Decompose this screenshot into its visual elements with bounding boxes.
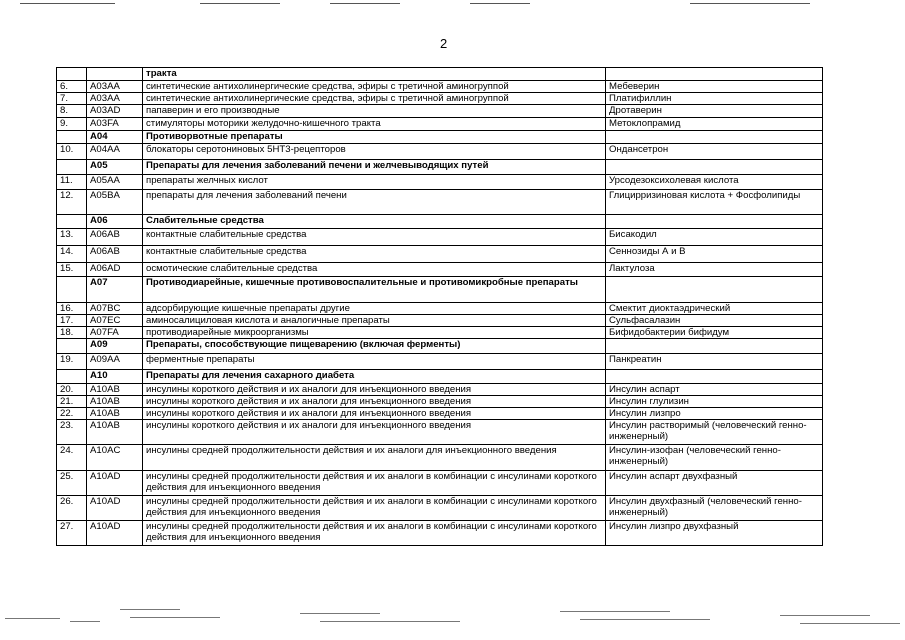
- atc-code: A10AD: [87, 496, 143, 521]
- scan-artifact-bottom: [0, 603, 905, 640]
- pharmacological-group: Противорвотные препараты: [143, 131, 606, 144]
- row-number: 11.: [57, 175, 87, 190]
- pharmacological-group: адсорбирующие кишечные препараты другие: [143, 303, 606, 315]
- drug-list-table: [56, 67, 823, 546]
- row-number: [57, 160, 87, 175]
- atc-code: A10AC: [87, 445, 143, 471]
- drug-name: Инсулин глулизин: [606, 396, 823, 408]
- drug-name: Бисакодил: [606, 229, 823, 246]
- table-row: [57, 396, 823, 408]
- pharmacological-group: осмотические слабительные средства: [143, 263, 606, 277]
- atc-code: A03AD: [87, 105, 143, 118]
- drug-name: [606, 277, 823, 303]
- atc-code: A09: [87, 339, 143, 354]
- pharmacological-group: инсулины средней продолжительности действия и их аналоги в комбинации с инсулинами короткого действия для инъекционного введения: [143, 471, 606, 496]
- pharmacological-group: препараты желчных кислот: [143, 175, 606, 190]
- row-number: 26.: [57, 496, 87, 521]
- pharmacological-group: аминосалициловая кислота и аналогичные препараты: [143, 315, 606, 327]
- group-header-row: [57, 131, 823, 144]
- table-row: [57, 445, 823, 471]
- atc-code: A10AB: [87, 396, 143, 408]
- drug-name: Лактулоза: [606, 263, 823, 277]
- atc-code: A03FA: [87, 118, 143, 131]
- table-row: [57, 471, 823, 496]
- pharmacological-group: Противодиарейные, кишечные противовоспалительные и противомикробные препараты: [143, 277, 606, 303]
- pharmacological-group: Препараты для лечения заболеваний печени и желчевыводящих путей: [143, 160, 606, 175]
- drug-name: Инсулин-изофан (человеческий генно-инженерный): [606, 445, 823, 471]
- atc-code: A07EC: [87, 315, 143, 327]
- pharmacological-group: инсулины средней продолжительности действия и их аналоги в комбинации с инсулинами короткого действия для инъекционного введения: [143, 521, 606, 546]
- row-number: 6.: [57, 81, 87, 93]
- table-row: [57, 384, 823, 396]
- row-number: 8.: [57, 105, 87, 118]
- table-row: [57, 118, 823, 131]
- pharmacological-group: инсулины средней продолжительности действия и их аналоги в комбинации с инсулинами короткого действия для инъекционного введения: [143, 496, 606, 521]
- row-number: 15.: [57, 263, 87, 277]
- group-header-row: [57, 160, 823, 175]
- atc-code: A09AA: [87, 354, 143, 370]
- group-header-row: [57, 215, 823, 229]
- pharmacological-group: Препараты для лечения сахарного диабета: [143, 370, 606, 384]
- table-row: [57, 81, 823, 93]
- table-row: [57, 175, 823, 190]
- pharmacological-group: ферментные препараты: [143, 354, 606, 370]
- row-number: 10.: [57, 144, 87, 160]
- drug-name: Дротаверин: [606, 105, 823, 118]
- drug-name: Панкреатин: [606, 354, 823, 370]
- atc-code: A06AB: [87, 229, 143, 246]
- atc-code: A06AB: [87, 246, 143, 263]
- drug-name: Метоклопрамид: [606, 118, 823, 131]
- group-header-row: [57, 277, 823, 303]
- atc-code: A04AA: [87, 144, 143, 160]
- drug-name: [606, 131, 823, 144]
- atc-code: A10AB: [87, 420, 143, 445]
- table-row: [57, 105, 823, 118]
- table-row: [57, 420, 823, 445]
- pharmacological-group: стимуляторы моторики желудочно-кишечного тракта: [143, 118, 606, 131]
- atc-code: A10AD: [87, 521, 143, 546]
- drug-name: Инсулин аспарт двухфазный: [606, 471, 823, 496]
- row-number: 16.: [57, 303, 87, 315]
- atc-code: A07BC: [87, 303, 143, 315]
- atc-code: A07FA: [87, 327, 143, 339]
- pharmacological-group: инсулины средней продолжительности действия и их аналоги для инъекционного введения: [143, 445, 606, 471]
- atc-code: A07: [87, 277, 143, 303]
- drug-name: Смектит диоктаэдрический: [606, 303, 823, 315]
- atc-code: A10: [87, 370, 143, 384]
- drug-name: Глицирризиновая кислота + Фосфолипиды: [606, 190, 823, 215]
- row-number: [57, 277, 87, 303]
- pharmacological-group: папаверин и его производные: [143, 105, 606, 118]
- drug-name: [606, 215, 823, 229]
- pharmacological-group: препараты для лечения заболеваний печени: [143, 190, 606, 215]
- row-number: [57, 370, 87, 384]
- row-number: 22.: [57, 408, 87, 420]
- atc-code: A05BA: [87, 190, 143, 215]
- table-row: [57, 303, 823, 315]
- pharmacological-group: Препараты, способствующие пищеварению (включая ферменты): [143, 339, 606, 354]
- row-number: 20.: [57, 384, 87, 396]
- table-row: [57, 144, 823, 160]
- drug-name: [606, 339, 823, 354]
- row-number: 9.: [57, 118, 87, 131]
- drug-name: [606, 160, 823, 175]
- pharmacological-group: инсулины короткого действия и их аналоги для инъекционного введения: [143, 384, 606, 396]
- row-number: 14.: [57, 246, 87, 263]
- scan-artifact-top: [0, 3, 905, 7]
- row-number: 24.: [57, 445, 87, 471]
- atc-code: A06AD: [87, 263, 143, 277]
- pharmacological-group: синтетические антихолинергические средства, эфиры с третичной аминогруппой: [143, 93, 606, 105]
- drug-name: Инсулин лизпро: [606, 408, 823, 420]
- drug-list-body: [57, 68, 823, 546]
- table-row: [57, 354, 823, 370]
- table-row: [57, 190, 823, 215]
- row-number: 13.: [57, 229, 87, 246]
- page-number: 2: [440, 36, 448, 51]
- pharmacological-group: тракта: [143, 68, 606, 81]
- pharmacological-group: инсулины короткого действия и их аналоги для инъекционного введения: [143, 396, 606, 408]
- drug-name: Сульфасалазин: [606, 315, 823, 327]
- row-number: [57, 131, 87, 144]
- pharmacological-group: инсулины короткого действия и их аналоги для инъекционного введения: [143, 420, 606, 445]
- group-header-row: [57, 370, 823, 384]
- atc-code: A10AD: [87, 471, 143, 496]
- drug-name: [606, 370, 823, 384]
- drug-name: Мебеверин: [606, 81, 823, 93]
- table-row: [57, 315, 823, 327]
- atc-code: A05: [87, 160, 143, 175]
- atc-code: A10AB: [87, 408, 143, 420]
- pharmacological-group: синтетические антихолинергические средства, эфиры с третичной аминогруппой: [143, 81, 606, 93]
- drug-name: Инсулин аспарт: [606, 384, 823, 396]
- table-row: [57, 327, 823, 339]
- drug-name: Платифиллин: [606, 93, 823, 105]
- drug-name: Инсулин растворимый (человеческий генно-инженерный): [606, 420, 823, 445]
- table-row: [57, 93, 823, 105]
- row-number: [57, 339, 87, 354]
- row-number: 7.: [57, 93, 87, 105]
- table-row: [57, 521, 823, 546]
- pharmacological-group: Слабительные средства: [143, 215, 606, 229]
- atc-code: A03AA: [87, 93, 143, 105]
- drug-name: [606, 68, 823, 81]
- pharmacological-group: инсулины короткого действия и их аналоги для инъекционного введения: [143, 408, 606, 420]
- atc-code: A03AA: [87, 81, 143, 93]
- pharmacological-group: противодиарейные микроорганизмы: [143, 327, 606, 339]
- drug-name: Ондансетрон: [606, 144, 823, 160]
- drug-name: Бифидобактерии бифидум: [606, 327, 823, 339]
- drug-name: Инсулин лизпро двухфазный: [606, 521, 823, 546]
- pharmacological-group: контактные слабительные средства: [143, 229, 606, 246]
- row-number: 27.: [57, 521, 87, 546]
- drug-name: Инсулин двухфазный (человеческий генно-инженерный): [606, 496, 823, 521]
- pharmacological-group: контактные слабительные средства: [143, 246, 606, 263]
- row-number: 23.: [57, 420, 87, 445]
- atc-code: A06: [87, 215, 143, 229]
- atc-code: A04: [87, 131, 143, 144]
- row-number: [57, 68, 87, 81]
- row-number: [57, 215, 87, 229]
- table-row: [57, 408, 823, 420]
- group-header-row: [57, 339, 823, 354]
- table-row: [57, 229, 823, 246]
- row-number: 18.: [57, 327, 87, 339]
- drug-name: Урсодезоксихолевая кислота: [606, 175, 823, 190]
- table-row: [57, 246, 823, 263]
- row-number: 21.: [57, 396, 87, 408]
- row-number: 12.: [57, 190, 87, 215]
- row-number: 25.: [57, 471, 87, 496]
- atc-code: [87, 68, 143, 81]
- atc-code: A10AB: [87, 384, 143, 396]
- pharmacological-group: блокаторы серотониновых 5НТ3-рецепторов: [143, 144, 606, 160]
- drug-name: Сеннозиды А и В: [606, 246, 823, 263]
- atc-code: A05AA: [87, 175, 143, 190]
- table-row: [57, 496, 823, 521]
- row-number: 19.: [57, 354, 87, 370]
- table-row: [57, 263, 823, 277]
- group-header-row: [57, 68, 823, 81]
- row-number: 17.: [57, 315, 87, 327]
